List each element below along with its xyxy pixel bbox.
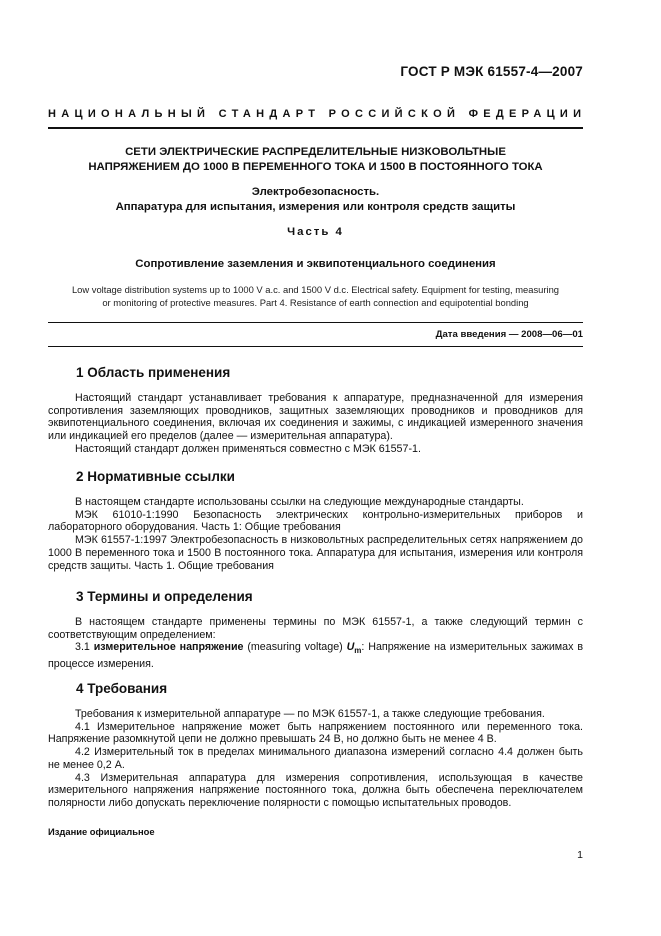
paragraph: В настоящем стандарте использованы ссылки на следующие международные стандарты. (75, 496, 524, 508)
paragraph: В настоящем стандарте применены термины по МЭК 61557-1, а также следующий термин с соответствующим определением: (48, 616, 583, 641)
paragraph: Требования к измерительной аппаратуре — по МЭК 61557-1, а также следующие требования. (75, 708, 545, 720)
section-heading: 1 Область применения (76, 365, 231, 380)
official-edition-note: Издание официальное (48, 826, 155, 837)
title-line-2: НАПРЯЖЕНИЕМ ДО 1000 В ПЕРЕМЕННОГО ТОКА И 1500 В ПОСТОЯННОГО ТОКА (88, 161, 543, 173)
part-subject: Сопротивление заземления и эквипотенциального соединения (135, 258, 496, 270)
english-title (48, 283, 583, 309)
term-symbol: $U_m$ (346, 641, 362, 656)
introduction-date: Дата введения — 2008—06—01 (435, 329, 583, 340)
section-terms (48, 589, 583, 671)
header-rule (48, 127, 583, 129)
reference-iec-61010: МЭК 61010-1:1990 Безопасность электрических контрольно-измерительных приборов и лабораторного оборудования. Часть 1: Общие требования (48, 508, 583, 534)
document-title (48, 145, 583, 175)
term-definition (48, 641, 583, 671)
title-line-1: СЕТИ ЭЛЕКТРИЧЕСКИЕ РАСПРЕДЕЛИТЕЛЬНЫЕ НИЗКОВОЛЬТНЫЕ (125, 146, 506, 158)
subtitle-line-1: Электробезопасность. (251, 186, 380, 198)
requirement-4-1: 4.1 Измерительное напряжение может быть напряжением постоянного или переменного тока. Напряжение разомкнутой цепи не должно превышать 24 В, но должно быть не менее 4 В. (48, 720, 583, 746)
national-standard-banner: НАЦИОНАЛЬНЫЙ СТАНДАРТ РОССИЙСКОЙ ФЕДЕРАЦИИ (48, 108, 587, 120)
section-heading: 2 Нормативные ссылки (76, 469, 235, 484)
section-scope (48, 365, 583, 456)
divider-top (48, 322, 583, 323)
section-heading: 3 Термины и определения (76, 589, 253, 604)
section-requirements (48, 681, 583, 810)
divider-bottom (48, 346, 583, 347)
paragraph: Настоящий стандарт должен применяться совместно с МЭК 61557-1. (75, 442, 421, 455)
paragraph: Настоящий стандарт устанавливает требования к аппаратуре, предназначенной для измерения сопротивления заземляющих проводников, защитных заземляющих проводников и проводников для эквипотенциального соединения, включая их соединения и зажимы, с индикацией измеренного значения или индикацией его пределов (далее — измерительная аппаратура). (48, 392, 583, 443)
reference-iec-61557: МЭК 61557-1:1997 Электробезопасность в низковольтных распределительных сетях напряжением до 1000 В переменного тока и 1500 В постоянного тока. Аппаратура для испытания, измерения или контроля средств защиты. Часть 1. Общие требования (48, 534, 583, 572)
requirement-4-2: 4.2 Измерительный ток в пределах минимального диапазона измерений согласно 4.4 должен быть не менее 0,2 А. (48, 746, 583, 771)
term-name: измерительное напряжение (93, 641, 244, 654)
page-number: 1 (577, 849, 583, 861)
requirement-4-3: 4.3 Измерительная аппаратура для измерения сопротивления, использующая в качестве измерительного напряжения напряжение постоянного тока, должна быть обеспечена переключателем полярности либо допускать переключение полярности с помощью испытательных проводов. (48, 771, 583, 809)
term-text: : Напряжение на измерительных зажимах в процессе измерения. (48, 641, 583, 671)
english-title-line-1: Low voltage distribution systems up to 1000 V a.c. and 1500 V d.c. Electrical safety. Equipment for testing, measuring (71, 284, 560, 295)
term-english: (measuring voltage) (243, 641, 347, 654)
section-heading: 4 Требования (76, 681, 168, 696)
section-normative-references (48, 469, 583, 572)
english-title-line-2: or monitoring of protective measures. Part 4. Resistance of earth connection and equipotential bonding (102, 297, 529, 308)
gost-code: ГОСТ Р МЭК 61557-4—2007 (400, 64, 583, 79)
term-number: 3.1 (75, 641, 94, 654)
part-label: Часть 4 (287, 226, 344, 238)
document-subtitle (48, 185, 583, 215)
subtitle-line-2: Аппаратура для испытания, измерения или контроля средств защиты (115, 201, 516, 213)
